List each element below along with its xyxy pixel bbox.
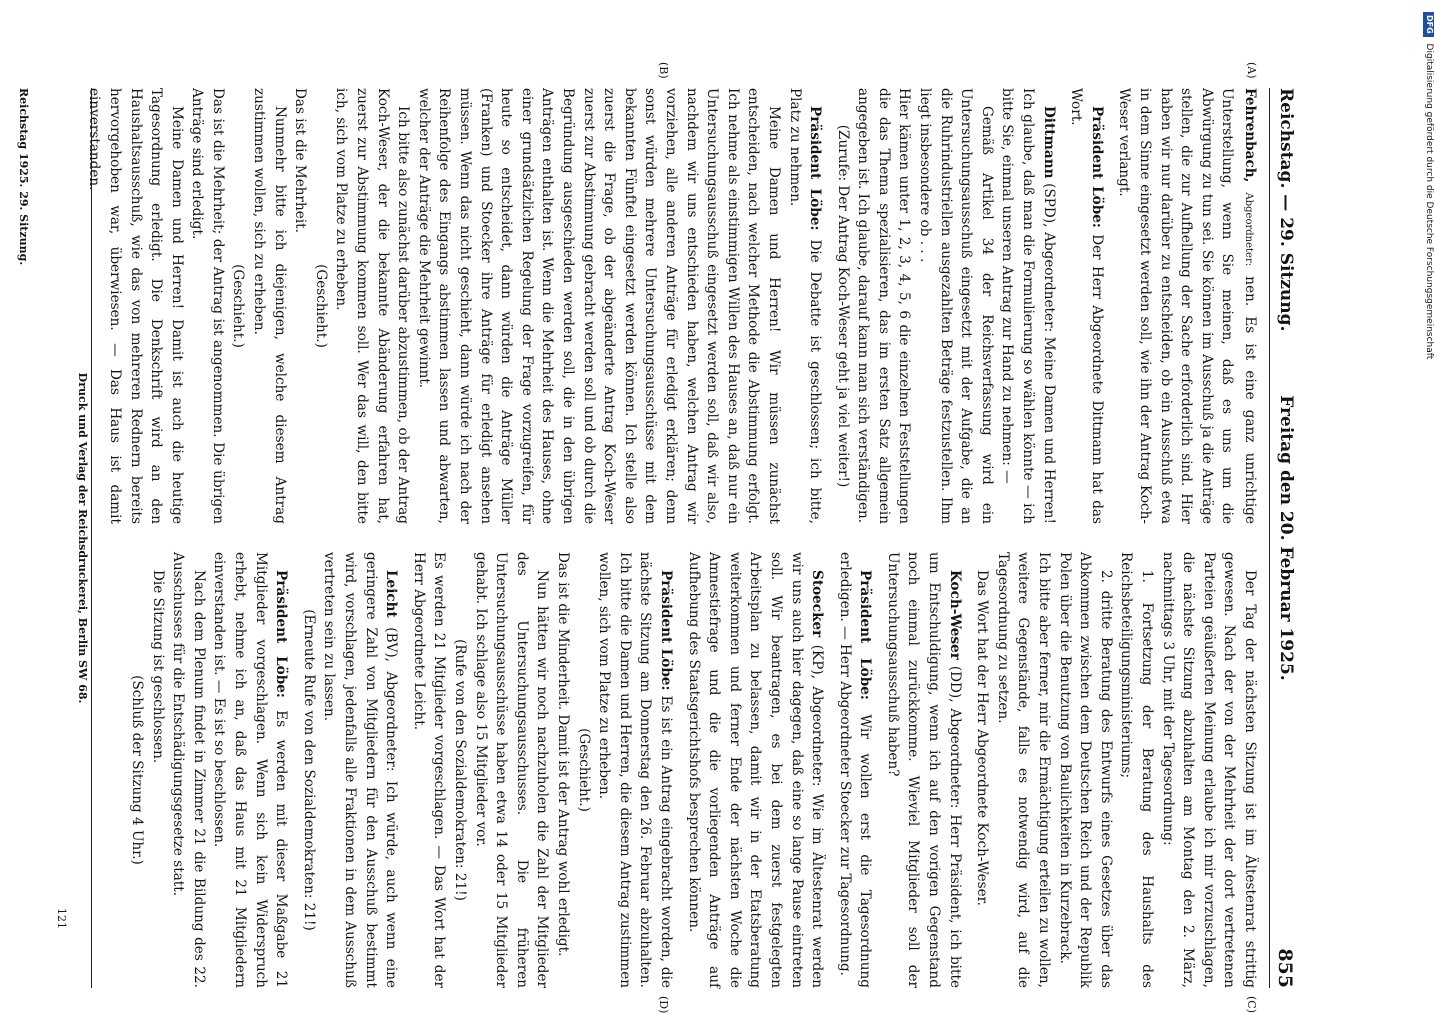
paragraph — [834, 552, 875, 988]
paragraph-text: Die Debatte ist geschlossen; ich bitte, Platz zu nehmen. — [786, 88, 824, 524]
margin-letter-a: (A) — [1245, 62, 1258, 79]
paragraph-text: 1. Fortsetzung der Beratung des Haushalts des Reichsbeteiligungsministeriums; — [1118, 552, 1156, 988]
paragraph-text: Meine Damen und Herren! Wir müssen zunächst entscheiden, nach welcher Methode die Abstimmung erfolgt. Ich nehme als einstimmigen Willen des Hauses an, daß nur ein Untersuchungsausschuß eingesetzt werden soll, daß wir also, nachdem wir uns entschieden haben, welchen Antrag wir vorziehen, alle anderen Anträge für erledigt erklären; denn sonst würden mehrere Untersuchungsausschüsse mit dem bekannten Fünftel eingesetzt werden können. Ich stelle also zuerst die Frage, ob der abgeänderte Antrag Koch-Weser zuerst zur Abstimmung gebracht werden soll und ob durch die Begründung ausgeschieden werden soll, die in den übrigen Anträgen enthalten ist. Wenn die Mehrheit des Hauses, ohne einer grundsätzlichen Regelung der Frage vorzugreifen, für heute so entscheidet, dann würden die Anträge Müller (Franken) und Stoecker ihre Anträge für erledigt ansehen müssen. Wenn das nicht geschieht, dann würde ich nach der Reihenfolge des Eingangs abstimmen lassen und abwarten, welcher der Anträge die Mehrheit gewinnt. — [415, 88, 782, 524]
speaker-name: Fehrenbach, — [1242, 88, 1258, 183]
paragraph — [997, 88, 1059, 524]
right-column — [127, 552, 1260, 988]
paragraph-text: nen. Es ist eine ganz unrichtige Unterstellung, wenn Sie meinen, daß es uns um die Abwürgung zu tun sei. Sie können im Ausschuß ja die Anträge stellen, die zur Aufhellung der Sache erforderlich sind. Hier haben wir nur darüber zu entscheiden, ob ein Ausschuß etwa in dem Sinne eingesetzt werden soll, wie ihn der Antrag Koch-Weser verlangt. — [1116, 88, 1258, 524]
paragraph-text: Der Herr Abgeordnete Dittmann hat das Wort. — [1068, 88, 1105, 524]
paragraph — [187, 88, 228, 524]
paragraph-text: (KP), Abgeordneter: Wie im Ältestenrat werden wir uns auch hier dagegen, daß eine so lange Pause eintreten soll. Wir beantragen, es bei dem zuerst festgelegten Arbeitsplan zu belassen, damit wir in der Etatsberatung weiterkommen und ferner Ende der nächsten Woche die Amnestiefrage und die die vorliegenden Anträge auf Aufhebung des Staatsgerichtshofs besprechen können. — [685, 552, 826, 989]
paragraph — [127, 552, 148, 988]
paragraph — [882, 552, 964, 988]
digitization-note-text: Digitalisierung gefördert durch die Deutsche Forschungsgemeinschaft — [1424, 43, 1434, 360]
sheet-number: 121 — [55, 908, 68, 929]
paragraph — [1157, 552, 1260, 988]
speaker-name: Präsident Löbe: — [273, 570, 290, 698]
paragraph-text: 2. dritte Beratung des Entwurfs eines Gesetzes über das Abkommen zwischen dem Deutschen Reich und der Republik Polen über die Benutzung von Baulichkeiten in Kurzebrack. — [1056, 552, 1114, 988]
paragraph-text: (DD), Abgeordneter: Herr Präsident, ich bitte um Entschuldigung, wenn ich auf den vorigen Gegenstand noch einmal zurückkomme. Wieviel Mitglieder soll der Untersuchungsausschuß haben? — [884, 552, 963, 988]
paragraph — [915, 88, 997, 524]
paragraph-text: (Rufe von den Sozialdemokraten: 21!) — [452, 639, 469, 901]
paragraph — [290, 88, 311, 524]
paragraph-text: (Geschieht.) — [575, 728, 592, 812]
paragraph — [853, 88, 915, 524]
page-number: 855 — [1274, 948, 1296, 988]
margin-letter-c: (C) — [1245, 996, 1258, 1013]
header-date: Freitag den 20. Februar 1925. — [1276, 395, 1296, 681]
paragraph — [594, 552, 676, 988]
paragraph-text: (Geschieht.) — [312, 264, 329, 348]
paragraph-text: Wir wollen erst die Tagesordnung erledigen. — Herr Abgeordneter Stoecker zur Tagesordnung. — [836, 552, 874, 988]
digitization-note — [1423, 12, 1434, 712]
paragraph-text: Das Wort hat der Herr Abgeordnete Koch-Weser. — [974, 570, 991, 906]
paragraph-text: Ich bitte aber ferner, mir die Ermächtigung erteilen zu wollen, weitere Gegenstände, falls es notwendig wird, auf die Tagesordnung zu setzen. — [994, 552, 1053, 988]
speaker-name: Leicht — [383, 570, 400, 618]
document-page — [0, 62, 1300, 1013]
paragraph — [992, 552, 1054, 988]
paragraph — [683, 552, 827, 988]
paragraph — [319, 552, 401, 988]
paragraph — [784, 88, 825, 524]
speaker-name: Stoecker — [809, 570, 826, 638]
paragraph — [552, 552, 573, 988]
paragraph — [972, 552, 993, 988]
paragraph-text: Gemäß Artikel 34 der Reichsverfassung wird ein Untersuchungsausschuß eingesetzt mit der Aufgabe, die an die Ruhrindustriellen ausgezahlten Beträge festzustellen. Ihm liegt insbesondere ob . . . — [917, 88, 995, 524]
printer-imprint: Druck und Verlag der Reichsdruckerei, Berlin SW 68. — [76, 88, 92, 988]
dfg-logo-icon: DFG — [1423, 12, 1434, 37]
paragraph — [1116, 552, 1157, 988]
speaker-note: Abgeordneter: — [1243, 192, 1254, 267]
paragraph-text: Nach dem Plenum findet in Zimmer 21 die Bildung des 22. Ausschusses für die Entschädigungsgesetze statt. — [170, 552, 207, 988]
paragraph-text: (BV), Abgeordneter: Ich würde, auch wenn eine geringere Zahl von Mitgliedern für den Ausschuß bestimmt wird, vorschlagen, jedenfalls alle Fraktionen in dem Ausschuß vertreten sein zu lassen. — [321, 552, 400, 988]
paragraph-text: Die Sitzung ist geschlossen. — [149, 570, 166, 764]
paragraph — [1054, 552, 1116, 988]
paragraph — [228, 88, 249, 524]
paragraph-text: Ich bitte also zunächst darüber abzustimmen, ob der Antrag Koch-Weser, der die bekannte Abänderung erfahren hat, zuerst zur Abstimmung kommen soll. Wer das will, den bitte ich, sich vom Platze zu erheben. — [333, 88, 412, 524]
paragraph-text: (SPD), Abgeordneter: Meine Damen und Herren! Ich glaube, daß man die Formulierung so wählen könnte — ich bitte Sie, einmal unseren Antrag zur Hand zu nehmen: — — [999, 88, 1057, 524]
paragraph-text: Hier kämen unter 1, 2, 3, 4, 5, 6 die einzelnen Feststellungen die das Thema spezialisieren, das im ersten Satz allgemein angegeben ist. Ich glaube, darauf kann man sich verständigen. — [855, 88, 913, 524]
paragraph-text: Das ist die Mehrheit. — [292, 88, 309, 233]
speaker-name: Dittmann — [1040, 106, 1057, 179]
margin-letter-d: (D) — [657, 996, 670, 1013]
header-left: Reichstag. — 29. Sitzung. — [1276, 88, 1296, 332]
margin-letter-b: (B) — [657, 62, 670, 79]
paragraph — [1114, 88, 1260, 524]
paragraph — [147, 552, 168, 988]
speaker-name: Koch-Weser — [946, 570, 963, 660]
paragraph — [331, 88, 413, 524]
paragraph-text: Das ist die Mehrheit; der Antrag ist angenommen. Die übrigen Anträge sind erledigt. — [189, 88, 226, 524]
paragraph — [1066, 88, 1107, 524]
paragraph-text: Das ist die Minderheit. Damit ist der Antrag wohl erledigt. — [555, 552, 571, 957]
paragraph-text: Es ist ein Antrag eingebracht worden, die nächste Sitzung am Donnerstag den 26. Februar abzuhalten. Ich bitte die Damen und Herren, die diesem Antrag zustimmen wollen, sich vom Platze zu erheben. — [596, 552, 674, 989]
paragraph — [310, 88, 331, 524]
paragraph — [413, 88, 784, 524]
session-signature: Reichstag 1925. 29. Sitzung. — [17, 88, 30, 266]
left-column — [84, 88, 1260, 524]
paragraph — [832, 88, 853, 524]
paragraph-text: Nun hätten wir noch nachzuholen die Zahl der Mitglieder des Untersuchungsausschusses. Die früheren Untersuchungsausschüsse haben etwa 14 oder 15 Mitglieder gehabt. Ich schlage also 15 Mitglieder vor. — [472, 552, 551, 988]
paragraph — [449, 552, 470, 988]
speaker-name: Präsident Löbe: — [657, 570, 674, 691]
paragraph-text: Meine Damen und Herren! Damit ist auch die heutige Tagesordnung erledigt. Die Denkschrift wird an den Haushaltsausschuß, wie das von mehreren Rednern bereits hervorgehoben war, überwiesen. — Das Haus ist damit einverstanden. — [86, 88, 185, 524]
paragraph-text: Es werden 21 Mitglieder vorgeschlagen. — Das Wort hat der Herr Abgeordnete Leicht. — [410, 552, 448, 988]
paragraph — [298, 552, 319, 988]
paragraph — [168, 552, 209, 988]
paragraph-text: Der Tag der nächsten Sitzung ist im Ältestenrat strittig gewesen. Nach der von der Mehrheit der dort vertretenen Parteien geäußerten Meinung erlaube ich mir vorzuschlagen, die nächste Sitzung abzuhalten am Montag den 2. März, nachmittags 3 Uhr, mit der Tagesordnung: — [1159, 552, 1258, 988]
paragraph-text: (Erneute Rufe von den Sozialdemokraten: 21!) — [300, 609, 317, 931]
paragraph-text: (Geschieht.) — [230, 264, 247, 348]
paragraph-text: Nunmehr bitte ich diejenigen, welche diesem Antrag zustimmen wollen, sich zu erheben. — [251, 88, 288, 524]
paragraph — [573, 552, 594, 988]
speaker-name: Präsident Löbe: — [857, 570, 874, 700]
running-head — [1269, 88, 1300, 988]
paragraph-text: Es werden mit dieser Maßgabe 21 Mitglieder vorgeschlagen. Wenn sich kein Widerspruch erhebt, nehme ich an, daß das Haus mit 21 Mitgliedern einverstanden ist. — Es ist so beschlossen. — [211, 552, 290, 988]
paragraph-text: (Zurufe: Der Antrag Koch-Weser geht ja viel weiter!) — [834, 124, 851, 488]
speaker-name: Präsident Löbe: — [807, 106, 824, 231]
paragraph — [249, 88, 290, 524]
speaker-name: Präsident Löbe: — [1088, 106, 1105, 228]
paragraph — [470, 552, 552, 988]
paragraph — [209, 552, 291, 988]
paragraph-text: (Schluß der Sitzung 4 Uhr.) — [129, 675, 146, 865]
paragraph — [84, 88, 187, 524]
paragraph — [408, 552, 449, 988]
